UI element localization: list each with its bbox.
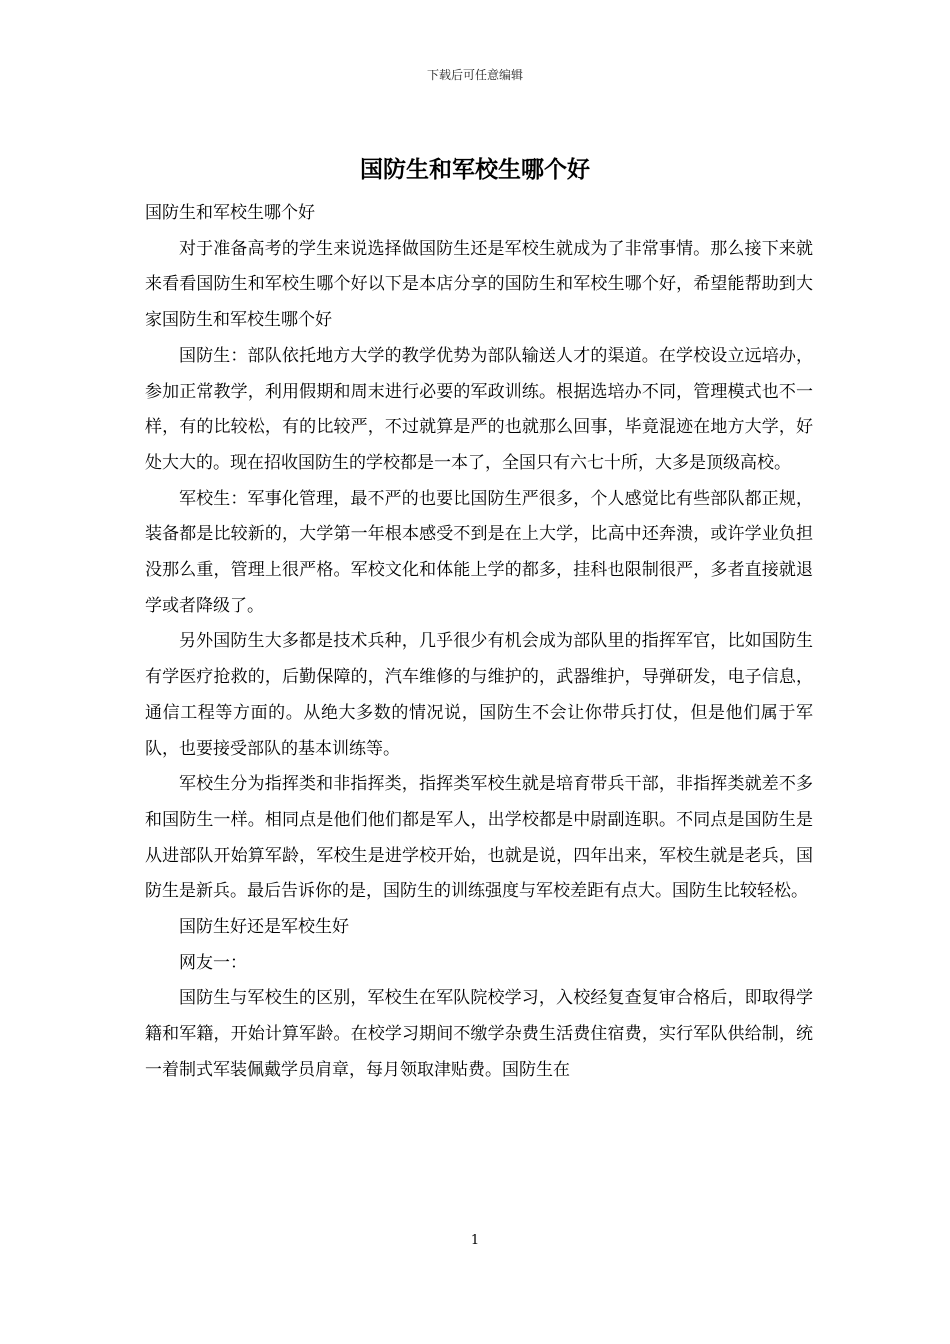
header-note: 下载后可任意编辑: [426, 68, 523, 82]
intro-paragraph: 对于准备高考的学生来说选择做国防生还是军校生就成为了非常事情。那么接下来就来看看国防生和军校生哪个好以下是本店分享的国防生和军校生哪个好，希望能帮助到大家国防生和军校生哪个好: [145, 238, 813, 331]
technical-branch-paragraph: 另外国防生大多都是技术兵种，几乎很少有机会成为部队里的指挥军官，比如国防生有学医疗抢救的，后勤保障的，汽车维修的与维护的，武器维护，导弹研发，电子信息，通信工程等方面的。从绝大多数的情况说，国防生不会让你带兵打仗，但是他们属于军队，也要接受部队的基本训练等。: [145, 631, 813, 759]
subtitle-paragraph: 国防生和军校生哪个好: [145, 203, 315, 223]
netizen-label: 网友一：: [179, 952, 247, 973]
section-heading: 国防生好还是军校生好: [179, 917, 349, 938]
command-category-paragraph: 军校生分为指挥类和非指挥类，指挥类军校生就是培育带兵干部，非指挥类就差不多和国防生一样。相同点是他们他们都是军人，出学校都是中尉副连职。不同点是国防生是从进部队开始算军龄，军校生是进学校开始，也就是说，四年出来，军校生就是老兵，国防生是新兵。最后告诉你的是，国防生的训练强度与军校差距有点大。国防生比较轻松。: [145, 774, 813, 902]
national-defense-student-paragraph: 国防生：部队依托地方大学的教学优势为部队输送人才的渠道。在学校设立远培办，参加正常教学，利用假期和周末进行必要的军政训练。根据选培办不同，管理模式也不一样，有的比较松，有的比较严，不过就算是严的也就那么回事，毕竟混迹在地方大学，好处大大的。现在招收国防生的学校都是一本了，全国只有六七十所，大多是顶级高校。: [145, 345, 813, 473]
document-title: 国防生和军校生哪个好: [360, 156, 590, 183]
page-number: 1: [470, 1233, 480, 1248]
document-body: [145, 196, 813, 1089]
difference-paragraph: 国防生与军校生的区别，军校生在军队院校学习，入校经复查复审合格后，即取得学籍和军籍，开始计算军龄。在校学习期间不缴学杂费生活费住宿费，实行军队供给制，统一着制式军装佩戴学员肩章，每月领取津贴费。国防生在: [145, 988, 813, 1080]
military-academy-student-paragraph: 军校生：军事化管理，最不严的也要比国防生严很多，个人感觉比有些部队都正规，装备都是比较新的，大学第一年根本感受不到是在上大学，比高中还奔溃，或许学业负担没那么重，管理上很严格。军校文化和体能上学的都多，挂科也限制很严，多者直接就退学或者降级了。: [145, 488, 813, 616]
